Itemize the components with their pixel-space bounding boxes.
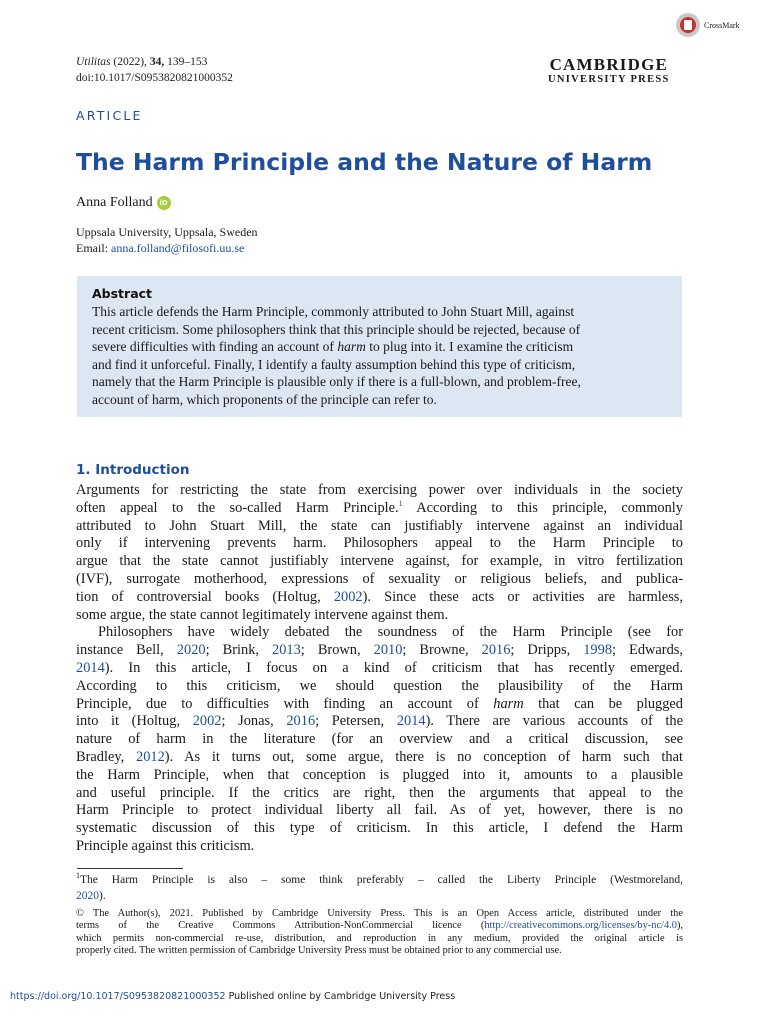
citation-link[interactable]: 2012	[136, 748, 165, 765]
footnote-line: $^1$The Harm Principle is also – some think preferably – called the Liberty Principle (Westmoreland,	[76, 871, 683, 886]
section-heading	[76, 462, 190, 478]
footnote-line: 2020).	[76, 889, 106, 902]
crossmark-label: CrossMark	[704, 20, 740, 30]
license-url-link[interactable]: http://creativecommons.org/licenses/by-nc/4.0	[484, 920, 677, 932]
body-line: argue that the state cannot justifiably intervene against, for example, in vitro fertilization	[76, 553, 683, 570]
abstract-line: recent criticism. Some philosophers think that this principle should be rejected, because of	[92, 321, 581, 337]
footnote-number: 1	[76, 871, 80, 881]
body-line: 2014). In this article, I focus on a kind of criticism that has recently emerged.	[76, 659, 683, 676]
article-doi: doi:10.1017/S0953820821000352	[76, 72, 233, 84]
abstract-line: and find it unforceful. Finally, I identify a faulty assumption behind this type of criticism,	[92, 356, 576, 372]
footnote-ref-link[interactable]: 1	[398, 499, 403, 508]
license-line: terms of the Creative Commons Attribution-NonCommercial licence (http://creativecommons.org/licenses/by-nc/4.0),	[76, 920, 683, 932]
section-title: Introduction	[95, 462, 190, 478]
orcid-icon[interactable]: iD	[157, 196, 171, 210]
journal-year: (2022),	[113, 56, 147, 68]
publisher-logo	[548, 56, 670, 86]
body-line: nature of harm in the literature (for an overview and a critical discussion, see	[76, 731, 683, 748]
online-publication-bar	[10, 991, 455, 1002]
citation-link[interactable]: 2002	[192, 713, 222, 730]
email-label: Email:	[76, 241, 108, 255]
affiliation: Uppsala University, Uppsala, Sweden	[76, 225, 258, 239]
journal-pages: 139–153	[167, 56, 208, 68]
body-line: (IVF), surrogate motherhood, expressions of sexuality or religious beliefs, and publica-	[76, 570, 683, 587]
publisher-line2: UNIVERSITY PRESS	[548, 74, 670, 85]
publisher-line1: CAMBRIDGE	[549, 55, 669, 74]
license-line: which permits non-commercial re-use, distribution, and reproduction in any medium, provided the original article is	[76, 932, 683, 944]
citation-link[interactable]: 2014	[396, 713, 426, 730]
body-line: Principle against this criticism.	[76, 837, 255, 854]
journal-citation	[76, 54, 233, 86]
citation-link[interactable]: 2014	[76, 659, 105, 676]
body-line: only if intervening prevents harm. Philosophers appeal to the Harm Principle to	[76, 535, 683, 552]
body-line: Arguments for restricting the state from exercising power over individuals in the society	[76, 482, 683, 498]
published-online-text: Published online by Cambridge University Press	[228, 991, 456, 1002]
body-text	[76, 482, 683, 856]
author-email-link[interactable]: anna.folland@filosofi.uu.se	[111, 241, 245, 255]
body-line: often appeal to the so-called Harm Principle.$^1$ According to this principle, commonly	[76, 499, 683, 516]
body-line: Philosophers have widely debated the soundness of the Harm Principle (see for	[98, 624, 683, 641]
crossmark-button[interactable]	[676, 13, 740, 37]
body-line: the Harm Principle, when that conception is plugged into it, amounts to a plausible	[76, 766, 683, 783]
body-line: Bradley, 2012). As it turns out, some argue, there is no conception of harm such that	[76, 748, 683, 765]
body-line: Principle, due to difficulties with finding an account of harm that can be plugged	[76, 695, 683, 712]
crossmark-icon	[676, 13, 700, 37]
footnote-divider	[77, 868, 183, 869]
citation-link[interactable]: 2002	[333, 588, 363, 605]
author-name: Anna Folland	[76, 195, 153, 210]
author-affiliation-block	[76, 224, 258, 256]
author-line	[76, 195, 171, 211]
body-line: instance Bell, 2020; Brink, 2013; Brown, 2010; Browne, 2016; Dripps, 1998; Edwards,	[76, 642, 683, 659]
footnote	[76, 873, 683, 904]
license-line: properly cited. The written permission of Cambridge University Press must be obtained prior to any commercial use.	[76, 944, 562, 956]
body-line: Harm Principle to protect individual liberty all fail. As of yet, however, there is no	[76, 802, 683, 819]
body-line: systematic discussion of this type of criticism. In this article, I defend the Harm	[76, 820, 683, 837]
article-type-label: ARTICLE	[76, 108, 143, 123]
body-line: some argue, the state cannot legitimately intervene against them.	[76, 606, 449, 623]
abstract-heading: Abstract	[92, 286, 153, 301]
body-line: into it (Holtug, 2002; Jonas, 2016; Petersen, 2014). There are various accounts of the	[76, 713, 683, 730]
citation-link[interactable]: 2013	[272, 642, 301, 659]
abstract-text	[92, 303, 667, 409]
abstract-line: account of harm, which proponents of the principle can refer to.	[92, 391, 437, 407]
citation-link[interactable]: 2020	[176, 642, 206, 659]
citation-link[interactable]: 2010	[373, 642, 403, 659]
body-line: According to this criticism, we should question the plausibility of the Harm	[76, 677, 683, 694]
body-line: and useful principle. If the critics are right, then the arguments that appeal to the	[76, 784, 683, 801]
doi-link[interactable]: https://doi.org/10.1017/S0953820821000352	[10, 991, 226, 1002]
abstract-line: namely that the Harm Principle is plausible only if there is a full-blown, and problem-free,	[92, 374, 581, 390]
citation-link[interactable]: 2016	[286, 713, 316, 730]
article-title: The Harm Principle and the Nature of Harm	[76, 148, 653, 176]
license-line: © The Author(s), 2021. Published by Cambridge University Press. This is an Open Access article, distributed under the	[76, 908, 683, 919]
section-number: 1.	[76, 462, 91, 478]
abstract-line: This article defends the Harm Principle, commonly attributed to John Stuart Mill, against	[92, 304, 575, 319]
abstract-line: severe difficulties with finding an account of harm to plug into it. I examine the criticism	[92, 339, 574, 355]
citation-link[interactable]: 1998	[583, 642, 613, 659]
body-line: tion of controversial books (Holtug, 2002). Since these acts or activities are harmless,	[76, 588, 683, 605]
journal-name: Utilitas	[76, 56, 111, 68]
citation-link[interactable]: 2020	[76, 889, 99, 902]
body-line: attributed to John Stuart Mill, the state can justifiably intervene against an individual	[76, 517, 683, 534]
journal-volume: 34,	[149, 56, 165, 68]
license-notice	[76, 908, 683, 957]
citation-link[interactable]: 2016	[481, 642, 511, 659]
